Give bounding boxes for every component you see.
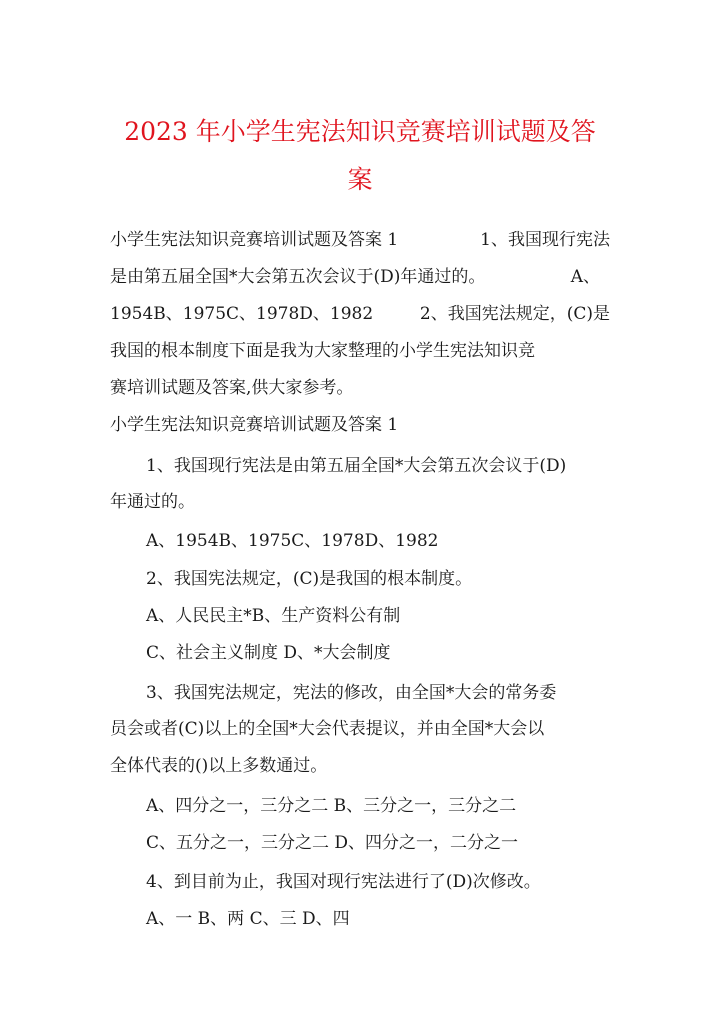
question-3-options-1: A、四分之一，三分之二 B、三分之一，三分之二 [146,796,517,816]
question-2-line-1: 2、我国宪法规定，(C)是我国的根本制度。 [146,569,473,589]
intro-text: 是由第五届全国*大会第五次会议于(D)年通过的。 [110,267,486,287]
question-3-options-2: C、五分之一，三分之二 D、四分之一，二分之一 [146,833,519,853]
document-title-continuation: 案 [347,165,373,194]
question-2-options-1: A、人民民主*B、生产资料公有制 [146,606,401,626]
intro-line-5: 赛培训试题及答案,供大家参考。 [110,378,354,398]
document-title: 2023 年小学生宪法知识竞赛培训试题及答 [124,117,596,146]
question-2-options-2: C、社会主义制度 D、*大会制度 [146,643,391,663]
section-heading: 小学生宪法知识竞赛培训试题及答案 1 [110,415,399,435]
question-1-options: A、1954B、1975C、1978D、1982 [146,531,439,551]
intro-text: A、 [570,267,600,287]
intro-text: 1、我国现行宪法 [480,230,610,250]
intro-line-2 [110,266,600,288]
intro-text: 小学生宪法知识竞赛培训试题及答案 1 [110,230,399,250]
intro-text: 2、我国宪法规定，(C)是 [419,304,610,324]
question-1-line-1: 1、我国现行宪法是由第五届全国*大会第五次会议于(D) [146,456,567,476]
intro-text: 1954B、1975C、1978D、1982 [110,304,374,324]
question-4-line-1: 4、到目前为止，我国对现行宪法进行了(D)次修改。 [146,872,541,892]
question-3-line-3: 全体代表的()以上多数通过。 [110,756,328,776]
question-3-line-1: 3、我国宪法规定，宪法的修改，由全国*大会的常务委 [146,683,557,703]
question-3-line-2: 员会或者(C)以上的全国*大会代表提议，并由全国*大会以 [110,719,545,739]
question-1-line-2: 年通过的。 [110,492,195,512]
intro-line-4: 我国的根本制度下面是我为大家整理的小学生宪法知识竞 [110,341,535,361]
intro-line-1 [110,229,610,251]
intro-line-3 [110,303,610,325]
question-4-options: A、一 B、两 C、三 D、四 [146,909,350,929]
